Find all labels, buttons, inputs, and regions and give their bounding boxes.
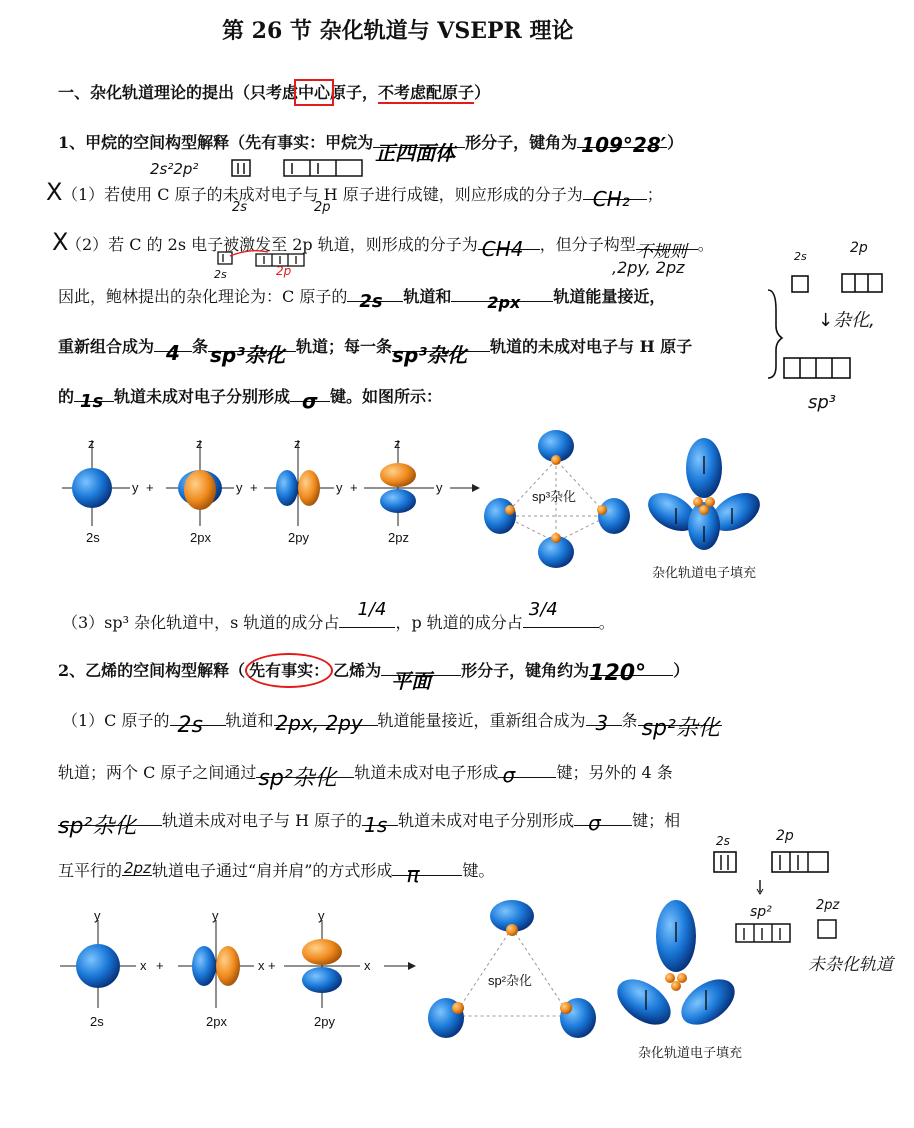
q1-l4-answer3: sp³杂化 [392, 343, 468, 367]
q1-s2-text: （2）若 C 的 2s 电子被激发至 2p 轨道，则形成的分子为 [66, 235, 478, 254]
q1-heading-text3: ） [667, 133, 684, 152]
q2-l1-answer4: sp²杂化 [641, 716, 720, 741]
fig1-label-2px: 2px [190, 530, 211, 545]
q2-l2-text3: 键；另外的 4 条 [556, 763, 673, 782]
q2-l2-answer2: σ [502, 763, 516, 787]
fig2-plus-1: + [156, 958, 164, 973]
q3-answer2: 3/4 [528, 599, 558, 620]
fig1-plus-1: + [146, 480, 154, 495]
fig1-axis-z-4: z [394, 436, 401, 451]
q1-s2-end: 。 [697, 235, 714, 254]
q1-l4-blank2 [208, 343, 296, 367]
q2-l3-blank3 [574, 811, 632, 835]
side-note-2p: 2p [850, 240, 868, 256]
q2-l1-blank3 [586, 711, 622, 735]
section1-heading [58, 80, 490, 103]
fig1-plus-3: + [350, 480, 358, 495]
q1-line3 [58, 284, 666, 312]
note-2p-red: 2p [276, 264, 292, 278]
q2-answer-angle: 120° [589, 661, 647, 686]
q1-line4 [58, 334, 693, 367]
fig2-label-2s: 2s [90, 1014, 104, 1029]
q3-blank2 [523, 599, 599, 628]
orbital-2py-b [284, 920, 360, 1008]
q2-heading-text4: ） [673, 661, 690, 680]
sp2-filled-orbitals [609, 900, 743, 1034]
q1-l4-text3: 轨道；每一条 [296, 337, 393, 356]
q2-l3-blank2 [362, 813, 398, 837]
q3-answer1: 1/4 [357, 599, 387, 620]
fig2-label-2py: 2py [314, 1014, 335, 1029]
q2-l2-text2: 轨道未成对电子形成 [354, 763, 499, 782]
sp3-filled-orbitals [641, 438, 766, 550]
q2-l1-text4: 条 [621, 711, 638, 730]
q1-l5-text1: 的 [58, 387, 75, 406]
q2-blank-shape [381, 669, 461, 693]
q1-l3-text1: 因此，鲍林提出的杂化理论为：C 原子的 [58, 287, 348, 306]
q3-text1: （3）sp³ 杂化轨道中，s 轨道的成分占 [62, 613, 340, 632]
fig1-fill-caption: 杂化轨道电子填充 [652, 565, 757, 580]
section1-heading-a: 一、杂化轨道理论的提出（只考虑 [58, 83, 299, 102]
q1-l3-text2: 轨道和 [403, 287, 452, 306]
q2-l3-answer2: 1s [364, 813, 388, 837]
fig1-plus-2: + [250, 480, 258, 495]
q1-s2-blank1 [478, 237, 540, 261]
q2-line1 [62, 708, 722, 741]
q1-l4-answer1: 4 [166, 341, 180, 365]
q1-l4-text4: 轨道的未成对电子与 H 原子 [490, 337, 693, 356]
q1-s1-blank [583, 187, 647, 211]
sp2-triangle [428, 900, 596, 1038]
side-note-2s-q2: 2s [716, 834, 730, 848]
orbital-2s-b [60, 920, 136, 1008]
q2-l3-answer3: σ [588, 811, 601, 835]
orbital-2px [166, 440, 234, 526]
figure-sp2-hybridization [58, 900, 738, 1050]
fig1-axis-y-3: y [336, 480, 343, 495]
q1-heading-text1: 1、甲烷的空间构型解释（先有事实：甲烷为 [58, 133, 374, 152]
q2-l4-blank1 [122, 859, 152, 877]
q1-l5-answer1: 1s [80, 391, 104, 412]
q1-l5-answer2: σ [302, 389, 318, 413]
q1-s2-blank2 [635, 242, 698, 262]
fig1-axis-z-2: z [196, 436, 203, 451]
q2-l4-answer2: π [406, 863, 420, 888]
fig2-axis-x-1: x [140, 958, 147, 973]
q1-l4-text1: 重新组合成为 [58, 337, 155, 356]
side-note-2s: 2s [794, 250, 807, 263]
fig1-axis-y-2: y [236, 480, 243, 495]
fig1-axis-y-4: y [436, 480, 443, 495]
note-2s-b: 2s [214, 268, 227, 281]
fig1-label-2pz: 2pz [388, 530, 409, 545]
fig2-axis-x-3: x [364, 958, 371, 973]
q2-l4-text2: 轨道电子通过“肩并肩”的方式形成 [152, 861, 393, 880]
fig2-fill-caption: 杂化轨道电子填充 [638, 1045, 743, 1060]
q2-l2-text1: 轨道；两个 C 原子之间通过 [58, 763, 257, 782]
fig2-axis-x-2: x [258, 958, 265, 973]
q1-l3-answer2b: ,2py, 2pz [612, 258, 685, 277]
q2-heading-circled: 先有事实： [245, 653, 333, 688]
fig2-center-label: sp²杂化 [488, 973, 533, 988]
fig1-label-2py: 2py [288, 530, 309, 545]
q2-heading-text2: 乙烯为 [333, 661, 382, 680]
q2-heading-text3: 形分子，键角约为 [461, 661, 590, 680]
q1-l5-blank1 [74, 391, 114, 412]
side-note-2p-q2: 2p [776, 828, 794, 844]
q2-blank-angle [589, 661, 673, 686]
q1-blank-angle [577, 133, 667, 157]
q1-l5-blank2 [290, 389, 330, 413]
q2-heading-text1: 2、乙烯的空间构型解释（ [58, 661, 246, 680]
q2-line3 [58, 808, 681, 839]
side-note-sp2: sp² [750, 904, 772, 920]
q2-l1-answer3: 3 [595, 711, 609, 735]
fig2-axis-y-2: y [212, 908, 219, 923]
fig2-label-2px: 2px [206, 1014, 227, 1029]
q1-l4-answer2: sp³杂化 [210, 343, 286, 367]
fig1-axis-y-1: y [132, 480, 139, 495]
q2-l1-answer2: 2px, 2py [275, 711, 363, 735]
q1-s2-answer1: CH4 [481, 237, 524, 261]
q1-l3-answer1: 2s [359, 291, 383, 312]
q3-line [62, 599, 615, 633]
q2-l2-blank2 [498, 763, 556, 787]
q1-s1-end: ； [646, 185, 663, 204]
q2-line4 [58, 858, 495, 888]
q3-blank1 [339, 599, 395, 628]
orbital-boxes-ground [232, 158, 372, 180]
q1-l3-blank1 [347, 291, 403, 312]
q1-line5 [58, 384, 443, 413]
wrong-mark-2: X [52, 228, 69, 256]
q2-l4-blank2 [392, 863, 462, 888]
q3-end: 。 [598, 613, 615, 632]
q2-l3-text2: 轨道未成对电子分别形成 [398, 811, 575, 830]
q1-answer-shape: 正四面体 [375, 141, 456, 165]
q1-s2-answer2: 不规则 [635, 242, 687, 262]
note-2p: 2p [314, 200, 331, 215]
q2-answer-shape: 平面 [391, 669, 432, 693]
q2-l1-answer1: 2s [177, 713, 203, 738]
q2-l1-text3: 轨道能量接近，重新组合成为 [377, 711, 586, 730]
fig1-center-label: sp³杂化 [532, 489, 577, 504]
fig2-axis-y-1: y [94, 908, 101, 923]
q1-l4-blank3 [392, 343, 490, 367]
page-title: 第 26 节 杂化轨道与 VSEPR 理论 [222, 18, 574, 44]
q2-l2-blank1 [256, 766, 354, 791]
q1-l3-blank2 [451, 293, 553, 312]
fig1-label-2s: 2s [86, 530, 100, 545]
q2-heading [58, 658, 690, 693]
q2-l1-blank1 [170, 713, 226, 738]
q2-l3-text1: 轨道未成对电子与 H 原子的 [162, 811, 363, 830]
side-note-sp3: sp³ [808, 392, 837, 413]
q2-l4-answer1: 2pz [124, 859, 151, 877]
note-2s: 2s [232, 200, 248, 215]
note-2s2p2: 2s²2p² [150, 160, 199, 178]
q2-l1-text2: 轨道和 [225, 711, 274, 730]
q2-l1-blank4 [638, 716, 722, 741]
orbital-2py [264, 440, 334, 526]
orbital-2pz [364, 440, 434, 526]
q1-l4-text2: 条 [192, 337, 209, 356]
q1-s2-text2: ，但分子构型 [539, 235, 636, 254]
q2-l3-answer1: sp²杂化 [58, 814, 137, 839]
fig1-axis-z-1: z [88, 436, 95, 451]
q1-heading [58, 130, 684, 165]
q1-heading-text2: 形分子，键角为 [465, 133, 578, 152]
q1-l5-text3: 键。如图所示： [330, 387, 443, 406]
q2-l1-text1: （1）C 原子的 [62, 711, 170, 730]
side-note-2pz: 2pz [816, 898, 840, 913]
q1-l3-text3: 轨道能量接近， [553, 287, 666, 306]
q2-l4-text3: 键。 [462, 861, 495, 880]
orbital-2s [62, 440, 130, 526]
q2-l2-answer1: sp²杂化 [258, 766, 337, 791]
q2-l4-text1: 互平行的 [58, 861, 123, 880]
section1-heading-center: 中心 [298, 83, 331, 102]
q1-l3-answer2: 2px [487, 293, 521, 312]
fig1-axis-z-3: z [294, 436, 301, 451]
q2-l3-text3: 键；相 [632, 811, 681, 830]
q1-l4-blank1 [154, 341, 192, 365]
orbital-2px-b [178, 920, 254, 1008]
wrong-mark-1: X [46, 178, 63, 206]
q1-statement-2 [66, 232, 714, 262]
q2-line2 [58, 760, 673, 791]
section1-heading-b: 原子， [330, 83, 379, 102]
q2-l3-blank1 [58, 814, 162, 839]
side-note-hybridize: ↓杂化, [818, 310, 875, 331]
q1-s1-answer: CH₂ [592, 187, 630, 211]
q1-l5-text2: 轨道未成对电子分别形成 [114, 387, 291, 406]
fig2-axis-y-3: y [318, 908, 325, 923]
section1-heading-d: ） [474, 83, 491, 102]
q3-text2: ，p 轨道的成分占 [395, 613, 523, 632]
section1-heading-c: 不考虑配原子 [378, 83, 475, 102]
q1-answer-angle: 109°28′ [581, 133, 667, 157]
fig2-plus-2: + [268, 958, 276, 973]
q2-l1-blank2 [274, 711, 378, 735]
q1-blank-shape [373, 141, 465, 165]
q1-s1-text: （1）若使用 C 原子的未成对电子与 H 原子进行成键，则应形成的分子为 [62, 185, 583, 204]
side-note-unhybridized: 未杂化轨道 [808, 955, 893, 975]
